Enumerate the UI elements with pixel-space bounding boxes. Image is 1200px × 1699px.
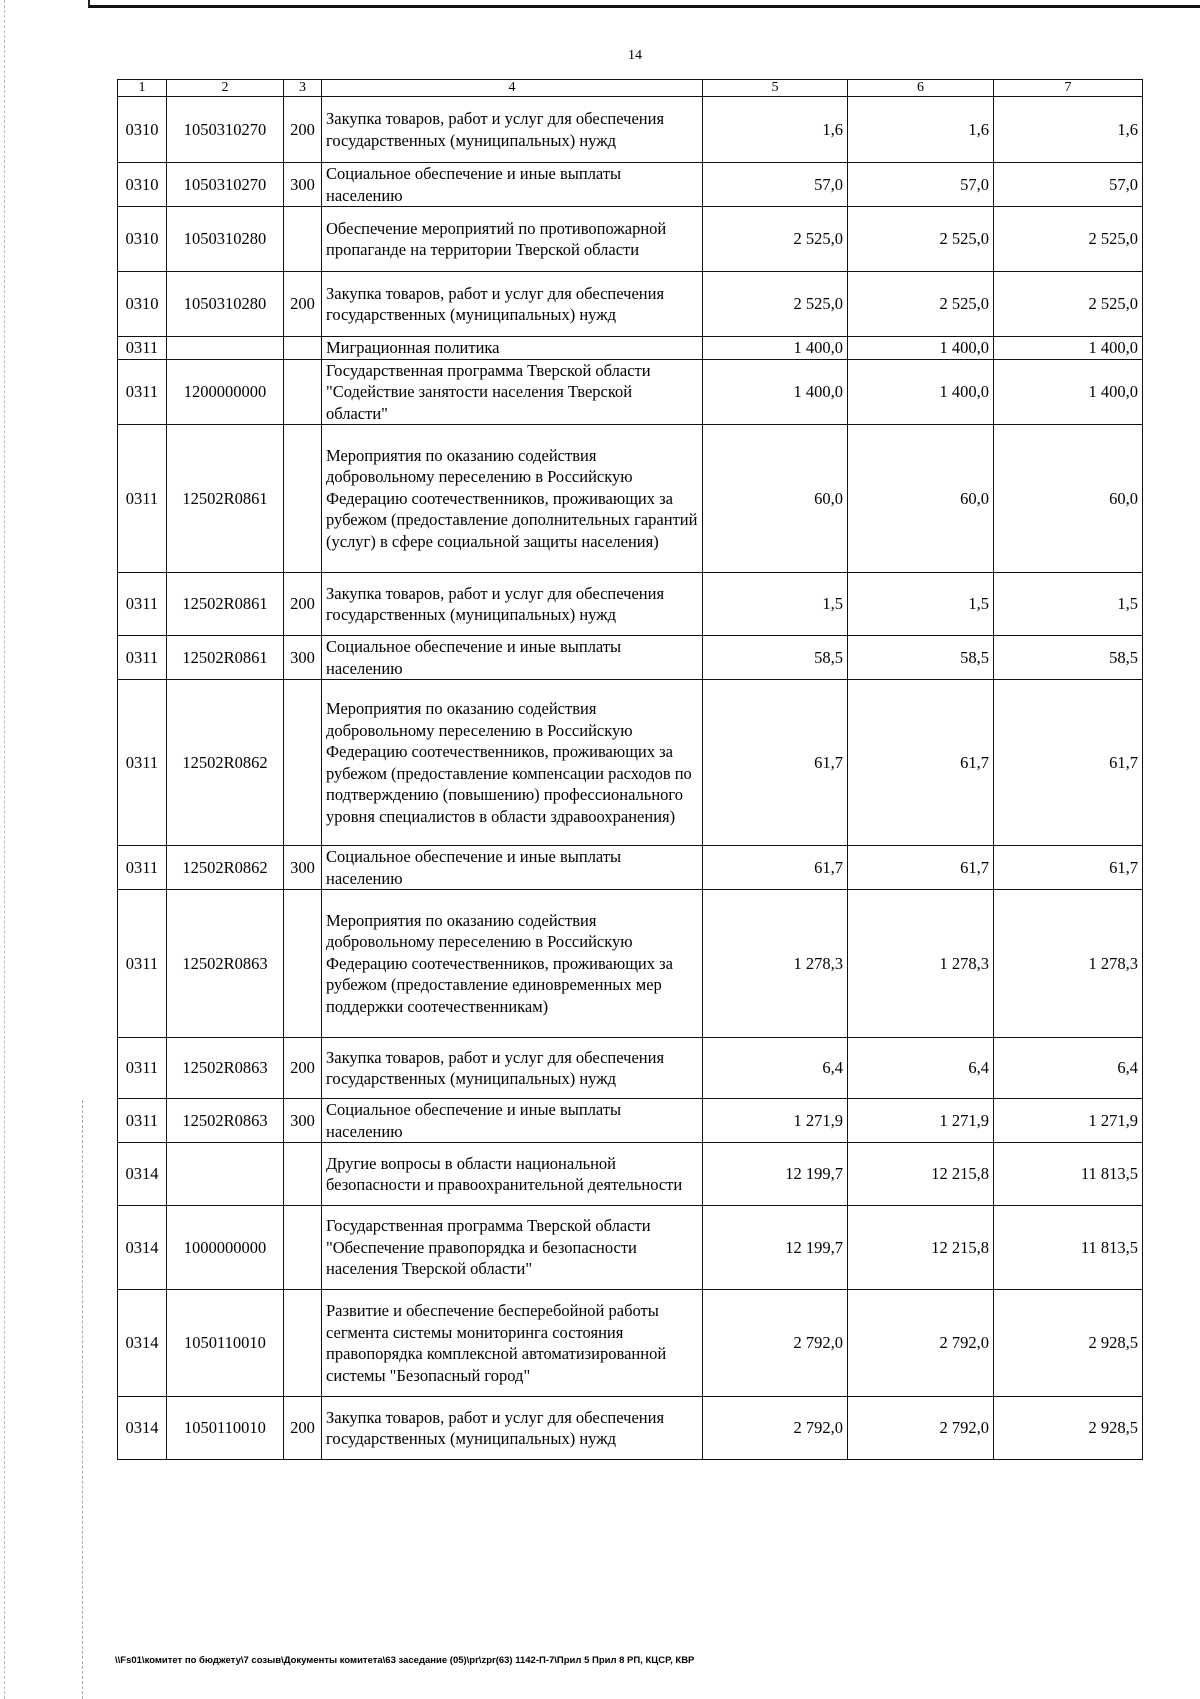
description-cell: Закупка товаров, работ и услуг для обеспечения государственных (муниципальных) нужд	[322, 1038, 703, 1099]
description-cell: Мероприятия по оказанию содействия добровольному переселению в Российскую Федерацию соотечественников, проживающих за рубежом (предоставление единовременных мер поддержки соотечественникам)	[322, 890, 703, 1038]
expense-type-code-cell	[284, 425, 322, 573]
section-code-cell: 0314	[118, 1290, 167, 1397]
target-article-code-cell: 12502R0863	[167, 1038, 284, 1099]
header-cell: 7	[994, 80, 1143, 97]
table-row	[118, 636, 1143, 680]
expense-type-code-cell: 200	[284, 97, 322, 163]
amount-col7-cell: 11 813,5	[994, 1206, 1143, 1290]
table-row	[118, 207, 1143, 272]
amount-col6-cell: 2 792,0	[848, 1397, 994, 1460]
amount-col5-cell: 12 199,7	[703, 1143, 848, 1206]
section-code-cell: 0311	[118, 890, 167, 1038]
amount-col5-cell: 1 400,0	[703, 359, 848, 425]
amount-col5-cell: 2 792,0	[703, 1397, 848, 1460]
expense-type-code-cell	[284, 337, 322, 360]
expense-type-code-cell: 200	[284, 272, 322, 337]
section-code-cell: 0310	[118, 207, 167, 272]
amount-col6-cell: 2 525,0	[848, 207, 994, 272]
target-article-code-cell: 1050310280	[167, 272, 284, 337]
description-cell: Закупка товаров, работ и услуг для обеспечения государственных (муниципальных) нужд	[322, 97, 703, 163]
amount-col6-cell: 58,5	[848, 636, 994, 680]
table-header-row	[118, 80, 1143, 97]
expense-type-code-cell: 200	[284, 573, 322, 636]
table-row	[118, 1290, 1143, 1397]
target-article-code-cell: 1050310270	[167, 163, 284, 207]
description-cell: Социальное обеспечение и иные выплаты населению	[322, 846, 703, 890]
amount-col7-cell: 1 400,0	[994, 359, 1143, 425]
amount-col5-cell: 1,6	[703, 97, 848, 163]
amount-col7-cell: 1 278,3	[994, 890, 1143, 1038]
section-code-cell: 0314	[118, 1206, 167, 1290]
section-code-cell: 0311	[118, 1038, 167, 1099]
expense-type-code-cell: 200	[284, 1038, 322, 1099]
amount-col7-cell: 2 928,5	[994, 1397, 1143, 1460]
amount-col7-cell: 2 525,0	[994, 272, 1143, 337]
section-code-cell: 0311	[118, 573, 167, 636]
table-row	[118, 1099, 1143, 1143]
target-article-code-cell: 12502R0861	[167, 573, 284, 636]
expense-type-code-cell	[284, 1290, 322, 1397]
description-cell: Мероприятия по оказанию содействия добровольному переселению в Российскую Федерацию соотечественников, проживающих за рубежом (предоставление дополнительных гарантий (услуг) в сфере социальной защиты населения)	[322, 425, 703, 573]
table-row	[118, 680, 1143, 846]
expense-type-code-cell: 300	[284, 163, 322, 207]
expense-type-code-cell	[284, 680, 322, 846]
target-article-code-cell: 1050310270	[167, 97, 284, 163]
budget-table	[117, 79, 1143, 1460]
header-cell: 5	[703, 80, 848, 97]
section-code-cell: 0311	[118, 359, 167, 425]
expense-type-code-cell	[284, 207, 322, 272]
amount-col6-cell: 61,7	[848, 846, 994, 890]
amount-col6-cell: 57,0	[848, 163, 994, 207]
page-number: 14	[628, 48, 642, 63]
amount-col7-cell: 61,7	[994, 680, 1143, 846]
target-article-code-cell	[167, 337, 284, 360]
table-row	[118, 1206, 1143, 1290]
target-article-code-cell: 12502R0862	[167, 846, 284, 890]
amount-col5-cell: 12 199,7	[703, 1206, 848, 1290]
amount-col7-cell: 1 400,0	[994, 337, 1143, 360]
amount-col6-cell: 1 400,0	[848, 359, 994, 425]
amount-col7-cell: 60,0	[994, 425, 1143, 573]
target-article-code-cell: 1200000000	[167, 359, 284, 425]
description-cell: Социальное обеспечение и иные выплаты населению	[322, 636, 703, 680]
expense-type-code-cell	[284, 359, 322, 425]
description-cell: Социальное обеспечение и иные выплаты населению	[322, 1099, 703, 1143]
amount-col5-cell: 58,5	[703, 636, 848, 680]
scan-border-top	[88, 0, 1200, 8]
amount-col7-cell: 1,6	[994, 97, 1143, 163]
table-row	[118, 846, 1143, 890]
target-article-code-cell: 12502R0862	[167, 680, 284, 846]
amount-col6-cell: 2 525,0	[848, 272, 994, 337]
amount-col7-cell: 57,0	[994, 163, 1143, 207]
target-article-code-cell	[167, 1143, 284, 1206]
amount-col5-cell: 1,5	[703, 573, 848, 636]
expense-type-code-cell: 200	[284, 1397, 322, 1460]
table-row	[118, 1397, 1143, 1460]
scan-border-left-inner	[82, 1100, 83, 1699]
amount-col5-cell: 61,7	[703, 846, 848, 890]
section-code-cell: 0310	[118, 272, 167, 337]
amount-col7-cell: 1 271,9	[994, 1099, 1143, 1143]
target-article-code-cell: 12502R0863	[167, 890, 284, 1038]
amount-col7-cell: 2 525,0	[994, 207, 1143, 272]
amount-col5-cell: 2 525,0	[703, 272, 848, 337]
target-article-code-cell: 12502R0861	[167, 636, 284, 680]
section-code-cell: 0311	[118, 1099, 167, 1143]
amount-col7-cell: 58,5	[994, 636, 1143, 680]
expense-type-code-cell: 300	[284, 636, 322, 680]
table-row	[118, 272, 1143, 337]
amount-col7-cell: 6,4	[994, 1038, 1143, 1099]
amount-col5-cell: 1 271,9	[703, 1099, 848, 1143]
amount-col6-cell: 1 271,9	[848, 1099, 994, 1143]
section-code-cell: 0311	[118, 425, 167, 573]
amount-col6-cell: 6,4	[848, 1038, 994, 1099]
amount-col5-cell: 61,7	[703, 680, 848, 846]
expense-type-code-cell	[284, 1206, 322, 1290]
header-cell: 1	[118, 80, 167, 97]
description-cell: Развитие и обеспечение бесперебойной работы сегмента системы мониторинга состояния правопорядка комплексной автоматизированной системы "Безопасный город"	[322, 1290, 703, 1397]
amount-col5-cell: 2 792,0	[703, 1290, 848, 1397]
scan-border-left	[4, 0, 5, 1699]
amount-col5-cell: 2 525,0	[703, 207, 848, 272]
amount-col6-cell: 1 278,3	[848, 890, 994, 1038]
section-code-cell: 0310	[118, 97, 167, 163]
table-row	[118, 163, 1143, 207]
description-cell: Государственная программа Тверской области "Содействие занятости населения Тверской области"	[322, 359, 703, 425]
section-code-cell: 0311	[118, 680, 167, 846]
target-article-code-cell: 1050310280	[167, 207, 284, 272]
table-row	[118, 573, 1143, 636]
expense-type-code-cell: 300	[284, 1099, 322, 1143]
table-row	[118, 337, 1143, 360]
description-cell: Социальное обеспечение и иные выплаты населению	[322, 163, 703, 207]
description-cell: Обеспечение мероприятий по противопожарной пропаганде на территории Тверской области	[322, 207, 703, 272]
amount-col6-cell: 2 792,0	[848, 1290, 994, 1397]
expense-type-code-cell: 300	[284, 846, 322, 890]
description-cell: Закупка товаров, работ и услуг для обеспечения государственных (муниципальных) нужд	[322, 1397, 703, 1460]
amount-col7-cell: 1,5	[994, 573, 1143, 636]
table-row	[118, 890, 1143, 1038]
amount-col5-cell: 1 278,3	[703, 890, 848, 1038]
description-cell: Другие вопросы в области национальной безопасности и правоохранительной деятельности	[322, 1143, 703, 1206]
amount-col6-cell: 1 400,0	[848, 337, 994, 360]
header-cell: 4	[322, 80, 703, 97]
section-code-cell: 0314	[118, 1397, 167, 1460]
description-cell: Закупка товаров, работ и услуг для обеспечения государственных (муниципальных) нужд	[322, 272, 703, 337]
amount-col5-cell: 60,0	[703, 425, 848, 573]
amount-col7-cell: 61,7	[994, 846, 1143, 890]
amount-col6-cell: 60,0	[848, 425, 994, 573]
table-row	[118, 359, 1143, 425]
amount-col6-cell: 12 215,8	[848, 1143, 994, 1206]
amount-col5-cell: 6,4	[703, 1038, 848, 1099]
description-cell: Миграционная политика	[322, 337, 703, 360]
header-cell: 6	[848, 80, 994, 97]
section-code-cell: 0311	[118, 337, 167, 360]
amount-col6-cell: 1,6	[848, 97, 994, 163]
target-article-code-cell: 1050110010	[167, 1290, 284, 1397]
amount-col5-cell: 57,0	[703, 163, 848, 207]
table-row	[118, 1143, 1143, 1206]
table-row	[118, 97, 1143, 163]
target-article-code-cell: 1000000000	[167, 1206, 284, 1290]
header-cell: 2	[167, 80, 284, 97]
footer-file-path: \\Fs01\комитет по бюджету\7 созыв\Документы комитета\63 заседание (05)\pr\zpr(63) 1142-П-7\Прил 5 Прил 8 РП, КЦСР, КВР	[115, 1655, 695, 1666]
table-row	[118, 1038, 1143, 1099]
description-cell: Мероприятия по оказанию содействия добровольному переселению в Российскую Федерацию соотечественников, проживающих за рубежом (предоставление компенсации расходов по подтверждению (повышению) профессионального уровня специалистов в области здравоохранения)	[322, 680, 703, 846]
amount-col6-cell: 12 215,8	[848, 1206, 994, 1290]
amount-col6-cell: 1,5	[848, 573, 994, 636]
amount-col7-cell: 2 928,5	[994, 1290, 1143, 1397]
description-cell: Государственная программа Тверской области "Обеспечение правопорядка и безопасности населения Тверской области"	[322, 1206, 703, 1290]
expense-type-code-cell	[284, 890, 322, 1038]
target-article-code-cell: 12502R0861	[167, 425, 284, 573]
target-article-code-cell: 12502R0863	[167, 1099, 284, 1143]
description-cell: Закупка товаров, работ и услуг для обеспечения государственных (муниципальных) нужд	[322, 573, 703, 636]
header-cell: 3	[284, 80, 322, 97]
section-code-cell: 0314	[118, 1143, 167, 1206]
section-code-cell: 0311	[118, 846, 167, 890]
section-code-cell: 0310	[118, 163, 167, 207]
target-article-code-cell: 1050110010	[167, 1397, 284, 1460]
amount-col7-cell: 11 813,5	[994, 1143, 1143, 1206]
amount-col6-cell: 61,7	[848, 680, 994, 846]
expense-type-code-cell	[284, 1143, 322, 1206]
section-code-cell: 0311	[118, 636, 167, 680]
amount-col5-cell: 1 400,0	[703, 337, 848, 360]
table-row	[118, 425, 1143, 573]
